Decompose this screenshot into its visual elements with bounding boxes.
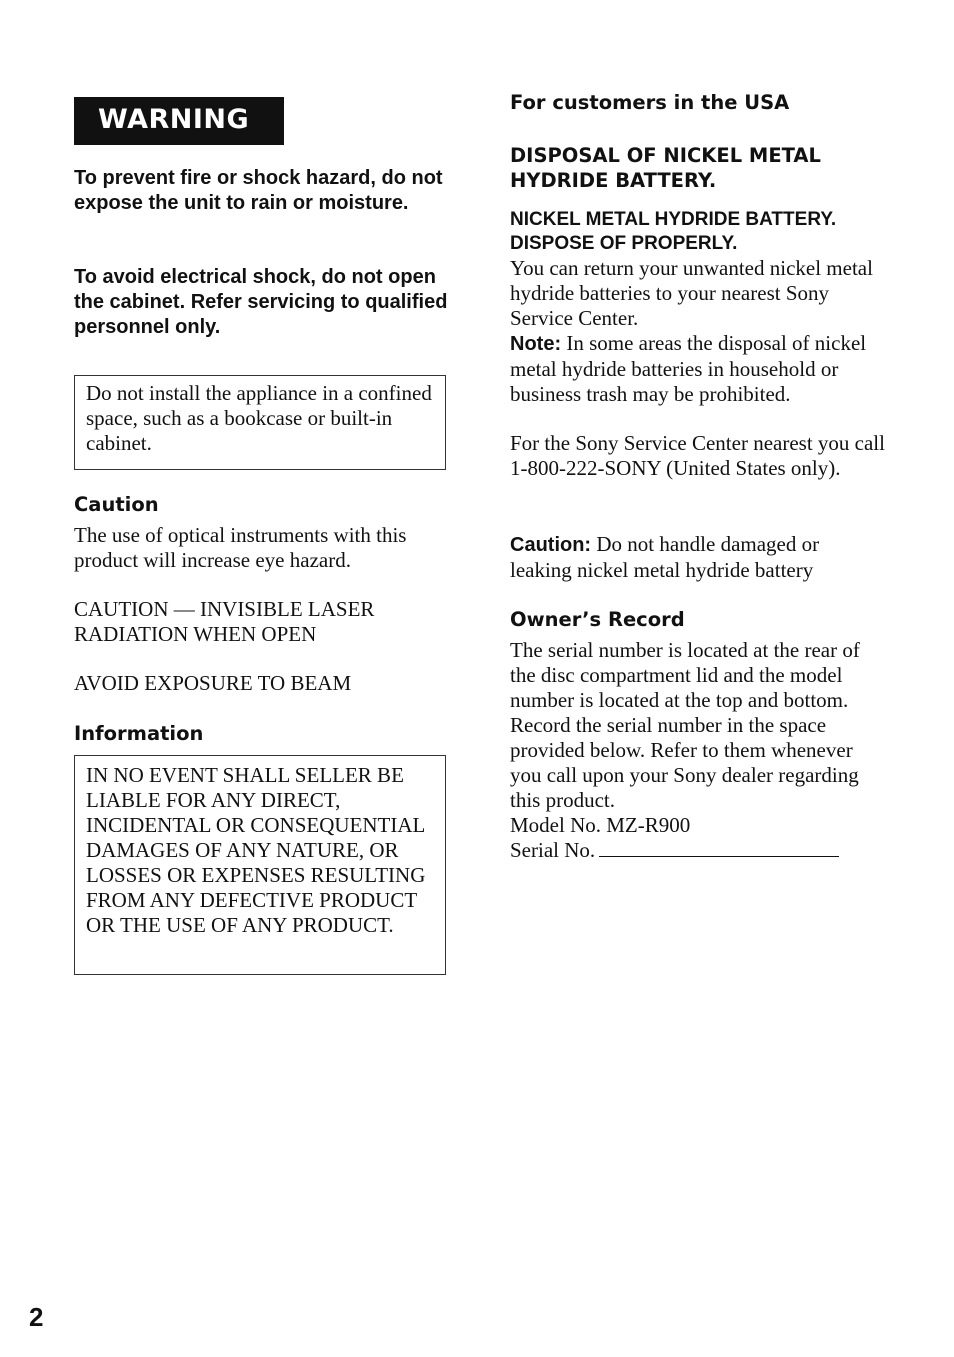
battery-caution-label: Caution: — [510, 534, 592, 556]
install-notice-box — [74, 375, 446, 470]
avoid-exposure-text: AVOID EXPOSURE TO BEAM — [74, 671, 352, 695]
warning-badge: WARNING — [74, 97, 284, 145]
owners-record-heading: Owner’s Record — [510, 608, 685, 631]
note-text: In some areas the disposal of nickel metal hydride batteries in household or business trash may be prohibited. — [510, 331, 867, 406]
warning-paragraph-rain: To prevent fire or shock hazard, do not expose the unit to rain or moisture. — [74, 167, 443, 214]
page-number: 2 — [29, 1302, 44, 1332]
warning-paragraph-shock: To avoid electrical shock, do not open the cabinet. Refer servicing to qualified personnel only. — [74, 266, 448, 338]
model-number: Model No. MZ-R900 — [510, 813, 691, 837]
battery-caution-text: Do not handle damaged or leaking nickel metal hydride battery — [510, 532, 820, 582]
information-heading: Information — [74, 722, 204, 745]
note-paragraph — [510, 331, 886, 407]
serial-number-row — [510, 838, 886, 863]
owners-record-text: The serial number is located at the rear of the disc compartment lid and the model number is located at the top and bottom. Record the serial number in the space provided below. Refer to them whenever you call upon your Sony dealer regarding this product. — [510, 638, 860, 812]
serial-number-label: Serial No. — [510, 838, 596, 862]
serial-number-blank — [599, 838, 839, 857]
battery-caution-paragraph — [510, 532, 886, 583]
disposal-heading: DISPOSAL OF NICKEL METAL HYDRIDE BATTERY. — [510, 144, 821, 192]
laser-caution-line-1: CAUTION — INVISIBLE LASER — [74, 597, 375, 621]
caution-heading: Caution — [74, 493, 159, 516]
service-center-text: For the Sony Service Center nearest you call 1-800-222-SONY (United States only). — [510, 431, 885, 480]
information-text: IN NO EVENT SHALL SELLER BE LIABLE FOR ANY DIRECT, INCIDENTAL OR CONSEQUENTIAL DAMAGES OF ANY NATURE, OR LOSSES OR EXPENSES RESULTING FROM ANY DEFECTIVE PRODUCT OR THE USE OF ANY PRODUCT. — [86, 763, 426, 937]
information-box — [74, 755, 446, 975]
install-notice-text: Do not install the appliance in a confined space, such as a bookcase or built-in cabinet. — [86, 381, 432, 455]
laser-caution-line-2: RADIATION WHEN OPEN — [74, 622, 317, 646]
dispose-properly-text: NICKEL METAL HYDRIDE BATTERY. DISPOSE OF PROPERLY. — [510, 209, 837, 254]
note-label: Note: — [510, 333, 562, 355]
usa-customers-heading: For customers in the USA — [510, 91, 790, 114]
return-batteries-text: You can return your unwanted nickel metal hydride batteries to your nearest Sony Service Center. — [510, 256, 873, 330]
caution-text: The use of optical instruments with this product will increase eye hazard. — [74, 523, 407, 572]
